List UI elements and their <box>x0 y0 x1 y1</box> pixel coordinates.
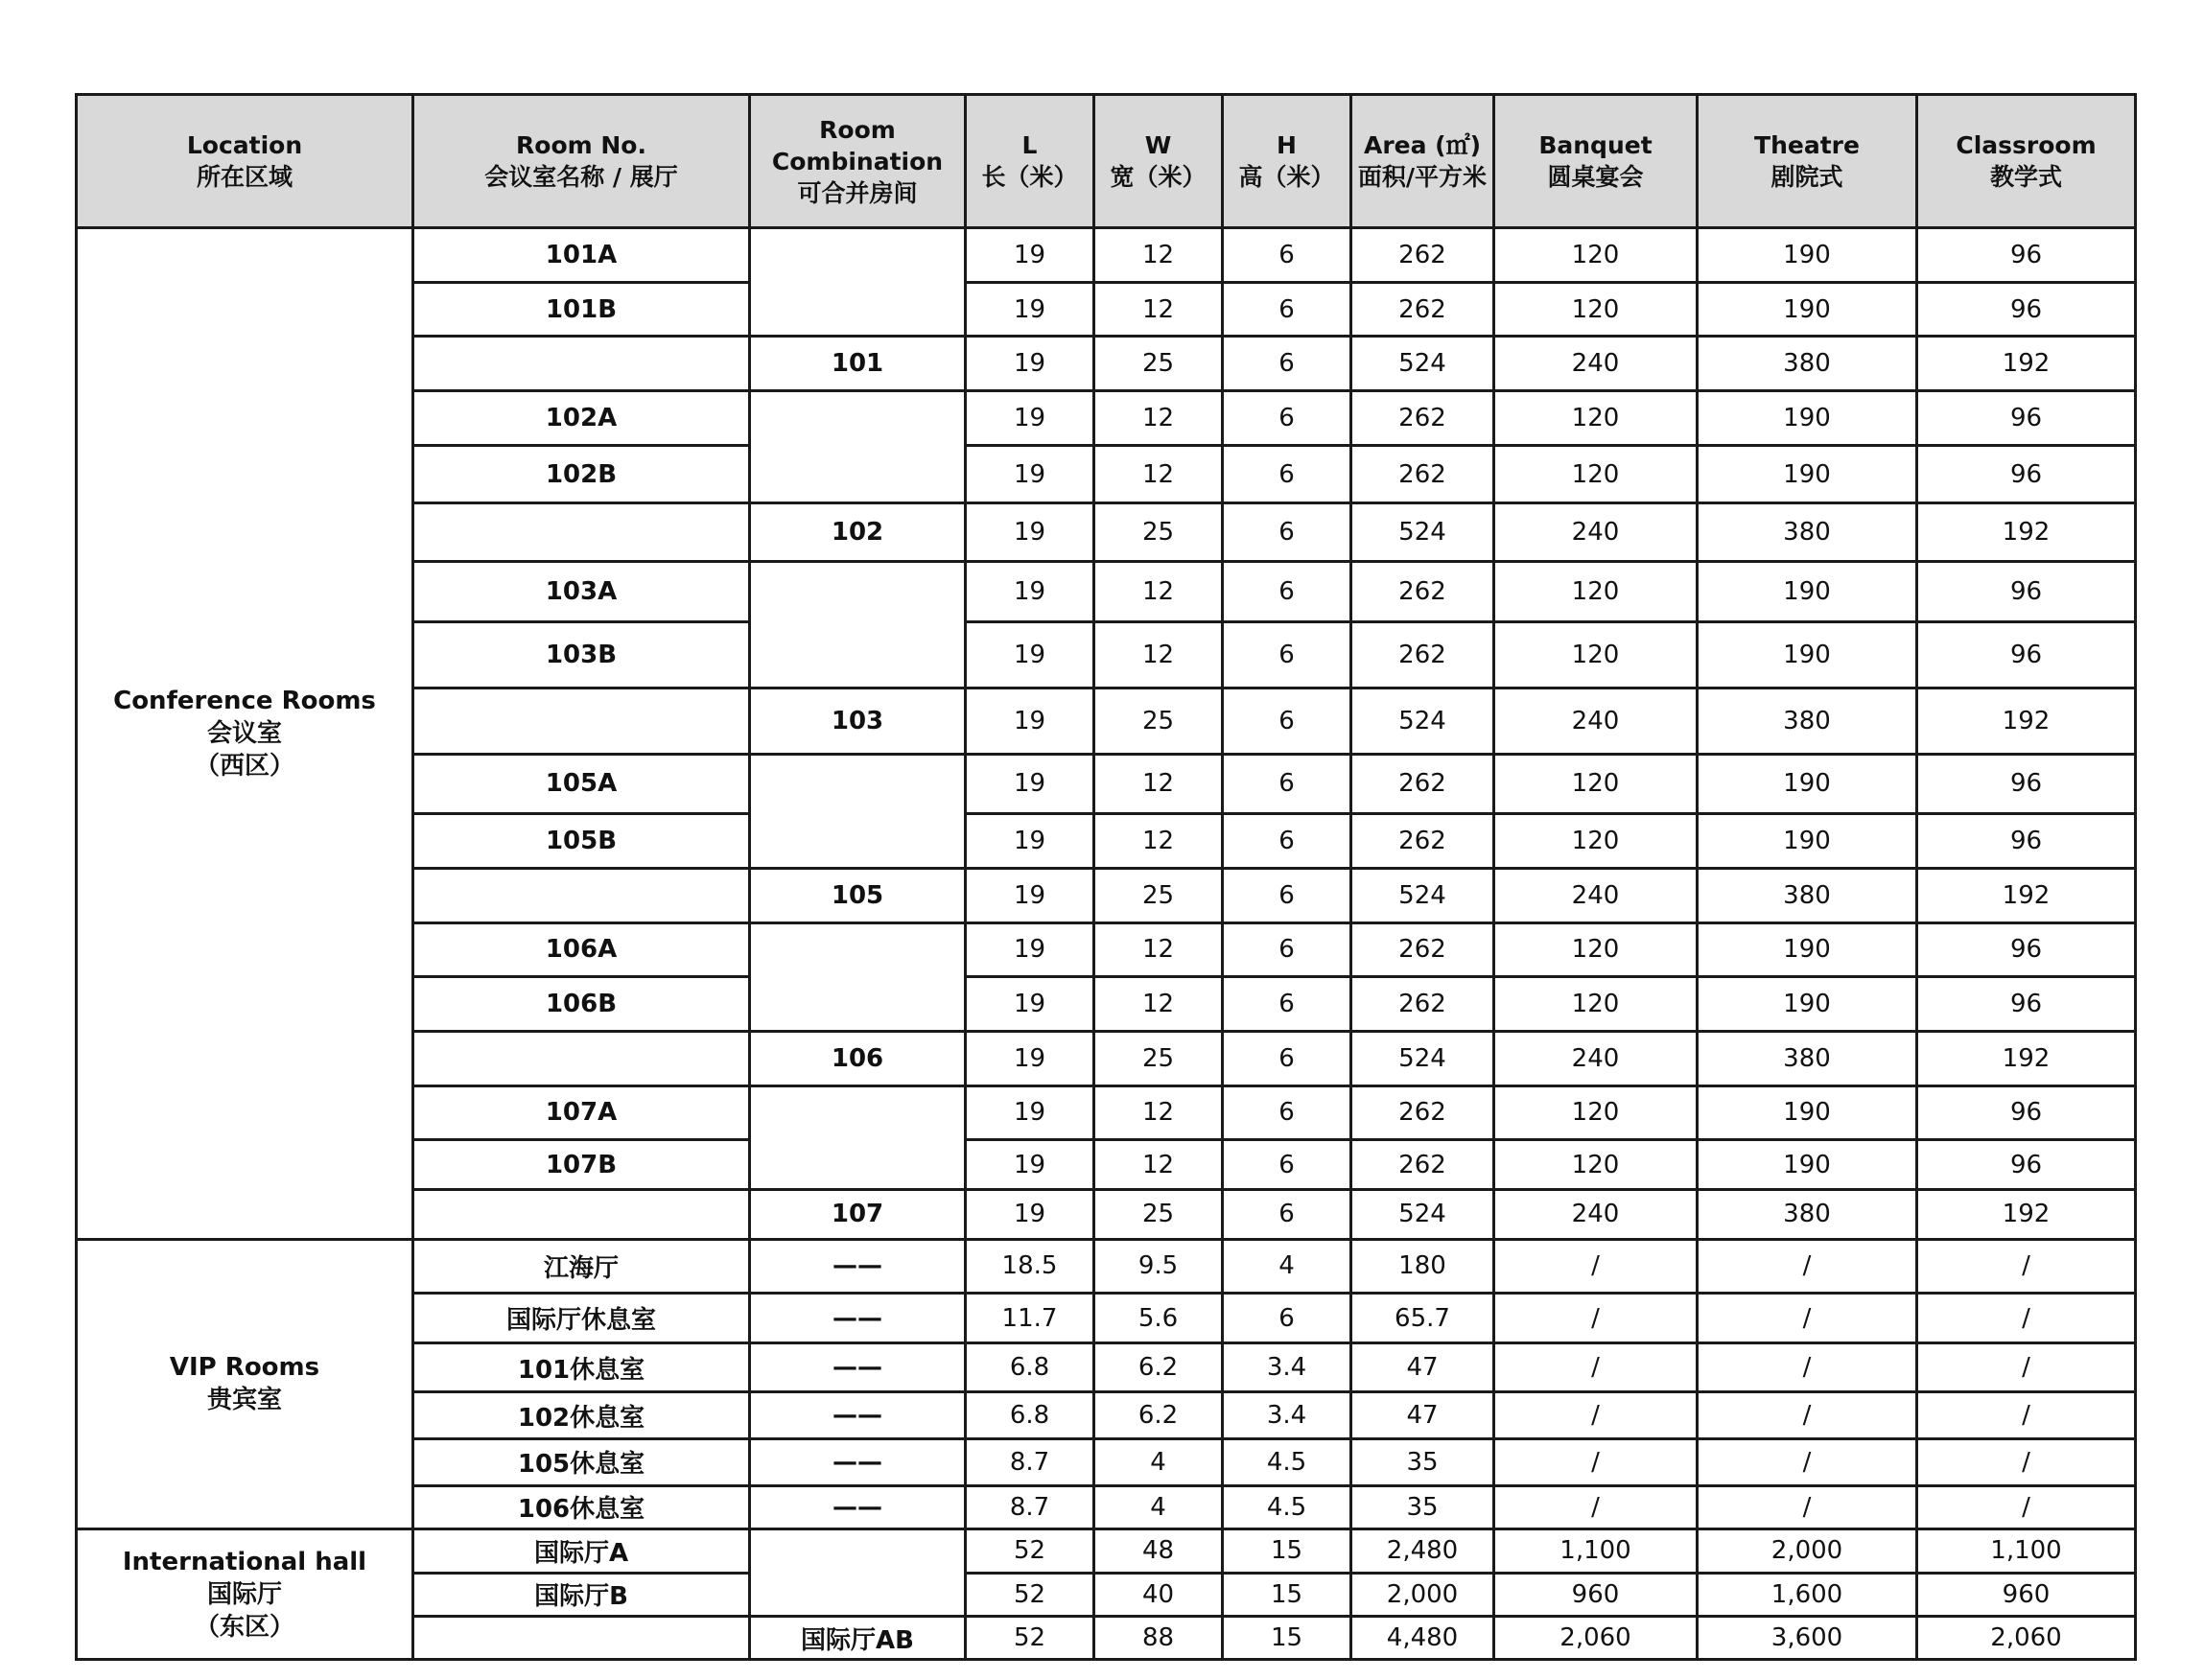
header-room-no: Room No. 会议室名称 / 展厅 <box>413 95 750 228</box>
room-combination-cell: 106 <box>750 1031 966 1085</box>
classroom-cell: 192 <box>1917 688 2136 754</box>
width-cell: 25 <box>1094 337 1223 391</box>
room-no-cell <box>413 1031 750 1085</box>
banquet-cell: 120 <box>1494 391 1698 446</box>
length-cell: 19 <box>966 282 1094 337</box>
area-cell: 524 <box>1351 688 1494 754</box>
area-cell: 524 <box>1351 337 1494 391</box>
room-no-cell <box>413 1617 750 1660</box>
room-combination-cell <box>750 1085 966 1189</box>
classroom-cell: 2,060 <box>1917 1617 2136 1660</box>
classroom-cell: 1,100 <box>1917 1529 2136 1574</box>
area-cell: 35 <box>1351 1485 1494 1529</box>
room-no-cell: 江海厅 <box>413 1239 750 1294</box>
location-cell <box>77 1529 413 1660</box>
length-cell: 19 <box>966 391 1094 446</box>
room-combination-cell <box>750 922 966 1031</box>
length-cell: 52 <box>966 1529 1094 1574</box>
height-cell: 15 <box>1223 1573 1351 1617</box>
area-cell: 65.7 <box>1351 1294 1494 1343</box>
length-cell: 19 <box>966 1085 1094 1140</box>
area-cell: 262 <box>1351 977 1494 1032</box>
height-cell: 6 <box>1223 754 1351 814</box>
area-cell: 262 <box>1351 228 1494 283</box>
classroom-cell: / <box>1917 1239 2136 1294</box>
room-no-cell: 103B <box>413 621 750 688</box>
theatre-cell: 190 <box>1698 391 1917 446</box>
banquet-cell: 120 <box>1494 282 1698 337</box>
theatre-cell: 380 <box>1698 868 1917 922</box>
classroom-cell: / <box>1917 1439 2136 1486</box>
classroom-cell: 96 <box>1917 621 2136 688</box>
banquet-cell: / <box>1494 1485 1698 1529</box>
height-cell: 6 <box>1223 1294 1351 1343</box>
location-cn: 国际厅 <box>206 1579 282 1609</box>
location-cn: 会议室 <box>206 718 282 748</box>
area-cell: 262 <box>1351 1085 1494 1140</box>
theatre-cell: / <box>1698 1392 1917 1439</box>
width-cell: 6.2 <box>1094 1342 1223 1392</box>
area-cell: 2,000 <box>1351 1573 1494 1617</box>
banquet-cell: 120 <box>1494 1140 1698 1190</box>
room-no-cell: 101B <box>413 282 750 337</box>
height-cell: 6 <box>1223 445 1351 503</box>
room-no-cell: 102A <box>413 391 750 446</box>
area-cell: 524 <box>1351 1189 1494 1239</box>
height-cell: 6 <box>1223 621 1351 688</box>
room-no-cell: 国际厅休息室 <box>413 1294 750 1343</box>
room-no-cell <box>413 688 750 754</box>
classroom-cell: 96 <box>1917 814 2136 869</box>
width-cell: 6.2 <box>1094 1392 1223 1439</box>
room-no-cell <box>413 337 750 391</box>
theatre-cell: 190 <box>1698 228 1917 283</box>
banquet-cell: 240 <box>1494 868 1698 922</box>
width-cell: 25 <box>1094 1189 1223 1239</box>
area-cell: 262 <box>1351 1140 1494 1190</box>
theatre-cell: 190 <box>1698 282 1917 337</box>
classroom-cell: 96 <box>1917 391 2136 446</box>
height-cell: 3.4 <box>1223 1392 1351 1439</box>
width-cell: 12 <box>1094 977 1223 1032</box>
header-width: W 宽（米） <box>1094 95 1223 228</box>
height-cell: 6 <box>1223 868 1351 922</box>
classroom-cell: / <box>1917 1294 2136 1343</box>
width-cell: 4 <box>1094 1439 1223 1486</box>
banquet-cell: / <box>1494 1239 1698 1294</box>
theatre-cell: 3,600 <box>1698 1617 1917 1660</box>
length-cell: 8.7 <box>966 1439 1094 1486</box>
classroom-cell: 96 <box>1917 445 2136 503</box>
room-no-cell: 国际厅A <box>413 1529 750 1574</box>
banquet-cell: 1,100 <box>1494 1529 1698 1574</box>
room-combination-cell <box>750 391 966 503</box>
length-cell: 19 <box>966 1189 1094 1239</box>
table-row <box>77 1529 2136 1574</box>
length-cell: 19 <box>966 1140 1094 1190</box>
banquet-cell: 240 <box>1494 688 1698 754</box>
theatre-cell: 190 <box>1698 814 1917 869</box>
location-area: （西区） <box>194 751 294 781</box>
room-no-cell: 107A <box>413 1085 750 1140</box>
banquet-cell: 120 <box>1494 621 1698 688</box>
width-cell: 25 <box>1094 868 1223 922</box>
banquet-cell: 240 <box>1494 1189 1698 1239</box>
height-cell: 6 <box>1223 922 1351 977</box>
room-combination-cell: 国际厅AB <box>750 1617 966 1660</box>
height-cell: 6 <box>1223 228 1351 283</box>
height-cell: 3.4 <box>1223 1342 1351 1392</box>
height-cell: 4 <box>1223 1239 1351 1294</box>
area-cell: 262 <box>1351 282 1494 337</box>
room-combination-cell: 105 <box>750 868 966 922</box>
height-cell: 6 <box>1223 814 1351 869</box>
classroom-cell: 96 <box>1917 922 2136 977</box>
classroom-cell: / <box>1917 1342 2136 1392</box>
header-height: H 高（米） <box>1223 95 1351 228</box>
header-area: Area (㎡) 面积/平方米 <box>1351 95 1494 228</box>
classroom-cell: 96 <box>1917 562 2136 622</box>
room-no-cell: 106A <box>413 922 750 977</box>
area-cell: 47 <box>1351 1342 1494 1392</box>
area-cell: 262 <box>1351 621 1494 688</box>
location-area: （东区） <box>194 1612 294 1642</box>
location-en: Conference Rooms <box>113 686 376 715</box>
length-cell: 11.7 <box>966 1294 1094 1343</box>
area-cell: 262 <box>1351 814 1494 869</box>
room-combination-cell: 103 <box>750 688 966 754</box>
width-cell: 40 <box>1094 1573 1223 1617</box>
theatre-cell: 190 <box>1698 621 1917 688</box>
theatre-cell: 2,000 <box>1698 1529 1917 1574</box>
room-combination-cell: —— <box>750 1439 966 1486</box>
width-cell: 12 <box>1094 282 1223 337</box>
length-cell: 19 <box>966 868 1094 922</box>
banquet-cell: 120 <box>1494 228 1698 283</box>
location-en: VIP Rooms <box>169 1353 320 1383</box>
width-cell: 48 <box>1094 1529 1223 1574</box>
area-cell: 4,480 <box>1351 1617 1494 1660</box>
length-cell: 19 <box>966 977 1094 1032</box>
height-cell: 4.5 <box>1223 1485 1351 1529</box>
table-row <box>77 1239 2136 1294</box>
banquet-cell: / <box>1494 1392 1698 1439</box>
length-cell: 19 <box>966 503 1094 562</box>
height-cell: 15 <box>1223 1529 1351 1574</box>
room-combination-cell: 102 <box>750 503 966 562</box>
height-cell: 4.5 <box>1223 1439 1351 1486</box>
width-cell: 25 <box>1094 1031 1223 1085</box>
classroom-cell: / <box>1917 1392 2136 1439</box>
area-cell: 2,480 <box>1351 1529 1494 1574</box>
classroom-cell: 192 <box>1917 868 2136 922</box>
classroom-cell: 96 <box>1917 282 2136 337</box>
banquet-cell: 120 <box>1494 977 1698 1032</box>
theatre-cell: / <box>1698 1342 1917 1392</box>
width-cell: 12 <box>1094 1085 1223 1140</box>
area-cell: 524 <box>1351 503 1494 562</box>
area-cell: 262 <box>1351 445 1494 503</box>
length-cell: 52 <box>966 1573 1094 1617</box>
area-cell: 262 <box>1351 562 1494 622</box>
width-cell: 4 <box>1094 1485 1223 1529</box>
height-cell: 6 <box>1223 1085 1351 1140</box>
room-combination-cell: —— <box>750 1342 966 1392</box>
room-no-cell: 107B <box>413 1140 750 1190</box>
area-cell: 524 <box>1351 1031 1494 1085</box>
theatre-cell: / <box>1698 1439 1917 1486</box>
width-cell: 12 <box>1094 621 1223 688</box>
room-no-cell <box>413 1189 750 1239</box>
classroom-cell: 96 <box>1917 754 2136 814</box>
theatre-cell: 380 <box>1698 688 1917 754</box>
length-cell: 6.8 <box>966 1392 1094 1439</box>
length-cell: 19 <box>966 754 1094 814</box>
banquet-cell: 120 <box>1494 922 1698 977</box>
height-cell: 6 <box>1223 1189 1351 1239</box>
banquet-cell: 960 <box>1494 1573 1698 1617</box>
height-cell: 6 <box>1223 562 1351 622</box>
room-capacity-sheet <box>75 93 2134 1661</box>
width-cell: 12 <box>1094 754 1223 814</box>
classroom-cell: 960 <box>1917 1573 2136 1617</box>
width-cell: 12 <box>1094 1140 1223 1190</box>
room-combination-cell: —— <box>750 1392 966 1439</box>
banquet-cell: 120 <box>1494 814 1698 869</box>
room-no-cell: 102休息室 <box>413 1392 750 1439</box>
classroom-cell: 192 <box>1917 337 2136 391</box>
width-cell: 25 <box>1094 688 1223 754</box>
table-header-row <box>77 95 2136 228</box>
room-combination-cell <box>750 1529 966 1617</box>
room-no-cell: 101休息室 <box>413 1342 750 1392</box>
area-cell: 180 <box>1351 1239 1494 1294</box>
area-cell: 524 <box>1351 868 1494 922</box>
location-cn: 贵宾室 <box>206 1386 282 1415</box>
banquet-cell: / <box>1494 1342 1698 1392</box>
length-cell: 52 <box>966 1617 1094 1660</box>
theatre-cell: 380 <box>1698 1189 1917 1239</box>
length-cell: 19 <box>966 1031 1094 1085</box>
room-capacity-table <box>75 93 2137 1661</box>
header-banquet: Banquet 圆桌宴会 <box>1494 95 1698 228</box>
length-cell: 19 <box>966 228 1094 283</box>
banquet-cell: 240 <box>1494 503 1698 562</box>
location-en: International hall <box>122 1547 367 1576</box>
width-cell: 12 <box>1094 922 1223 977</box>
room-no-cell <box>413 503 750 562</box>
theatre-cell: 380 <box>1698 337 1917 391</box>
room-no-cell: 105B <box>413 814 750 869</box>
room-combination-cell <box>750 562 966 688</box>
banquet-cell: 120 <box>1494 1085 1698 1140</box>
theatre-cell: 190 <box>1698 754 1917 814</box>
classroom-cell: 192 <box>1917 1031 2136 1085</box>
width-cell: 9.5 <box>1094 1239 1223 1294</box>
header-classroom: Classroom 教学式 <box>1917 95 2136 228</box>
classroom-cell: 192 <box>1917 1189 2136 1239</box>
room-no-cell: 106B <box>413 977 750 1032</box>
area-cell: 262 <box>1351 754 1494 814</box>
location-cell <box>77 1239 413 1529</box>
room-combination-cell: 107 <box>750 1189 966 1239</box>
theatre-cell: 190 <box>1698 1085 1917 1140</box>
room-no-cell: 101A <box>413 228 750 283</box>
classroom-cell: 96 <box>1917 1085 2136 1140</box>
theatre-cell: / <box>1698 1485 1917 1529</box>
banquet-cell: / <box>1494 1439 1698 1486</box>
classroom-cell: 96 <box>1917 977 2136 1032</box>
room-no-cell: 102B <box>413 445 750 503</box>
room-combination-cell <box>750 754 966 868</box>
width-cell: 12 <box>1094 391 1223 446</box>
banquet-cell: 120 <box>1494 754 1698 814</box>
width-cell: 12 <box>1094 228 1223 283</box>
header-length: L 长（米） <box>966 95 1094 228</box>
area-cell: 35 <box>1351 1439 1494 1486</box>
table-body <box>77 228 2136 1660</box>
theatre-cell: 190 <box>1698 922 1917 977</box>
theatre-cell: 190 <box>1698 562 1917 622</box>
room-no-cell: 105A <box>413 754 750 814</box>
height-cell: 6 <box>1223 1031 1351 1085</box>
classroom-cell: 192 <box>1917 503 2136 562</box>
table-row <box>77 228 2136 283</box>
header-theatre: Theatre 剧院式 <box>1698 95 1917 228</box>
room-no-cell <box>413 868 750 922</box>
room-combination-cell: —— <box>750 1485 966 1529</box>
room-no-cell: 国际厅B <box>413 1573 750 1617</box>
classroom-cell: 96 <box>1917 228 2136 283</box>
length-cell: 18.5 <box>966 1239 1094 1294</box>
room-no-cell: 105休息室 <box>413 1439 750 1486</box>
banquet-cell: 240 <box>1494 1031 1698 1085</box>
theatre-cell: 190 <box>1698 445 1917 503</box>
theatre-cell: 190 <box>1698 977 1917 1032</box>
length-cell: 19 <box>966 562 1094 622</box>
height-cell: 6 <box>1223 503 1351 562</box>
height-cell: 6 <box>1223 977 1351 1032</box>
room-no-cell: 103A <box>413 562 750 622</box>
area-cell: 47 <box>1351 1392 1494 1439</box>
theatre-cell: 190 <box>1698 1140 1917 1190</box>
theatre-cell: 380 <box>1698 1031 1917 1085</box>
length-cell: 6.8 <box>966 1342 1094 1392</box>
theatre-cell: / <box>1698 1239 1917 1294</box>
height-cell: 6 <box>1223 337 1351 391</box>
height-cell: 6 <box>1223 282 1351 337</box>
banquet-cell: 120 <box>1494 445 1698 503</box>
banquet-cell: / <box>1494 1294 1698 1343</box>
theatre-cell: 380 <box>1698 503 1917 562</box>
length-cell: 19 <box>966 337 1094 391</box>
banquet-cell: 120 <box>1494 562 1698 622</box>
room-no-cell: 106休息室 <box>413 1485 750 1529</box>
classroom-cell: / <box>1917 1485 2136 1529</box>
width-cell: 88 <box>1094 1617 1223 1660</box>
room-combination-cell: —— <box>750 1239 966 1294</box>
height-cell: 15 <box>1223 1617 1351 1660</box>
width-cell: 5.6 <box>1094 1294 1223 1343</box>
room-combination-cell: —— <box>750 1294 966 1343</box>
length-cell: 19 <box>966 814 1094 869</box>
area-cell: 262 <box>1351 391 1494 446</box>
length-cell: 8.7 <box>966 1485 1094 1529</box>
classroom-cell: 96 <box>1917 1140 2136 1190</box>
header-location: Location 所在区域 <box>77 95 413 228</box>
length-cell: 19 <box>966 445 1094 503</box>
banquet-cell: 2,060 <box>1494 1617 1698 1660</box>
theatre-cell: 1,600 <box>1698 1573 1917 1617</box>
theatre-cell: / <box>1698 1294 1917 1343</box>
height-cell: 6 <box>1223 391 1351 446</box>
width-cell: 12 <box>1094 814 1223 869</box>
header-room-combination: Room Combination 可合并房间 <box>750 95 966 228</box>
length-cell: 19 <box>966 922 1094 977</box>
length-cell: 19 <box>966 621 1094 688</box>
width-cell: 25 <box>1094 503 1223 562</box>
banquet-cell: 240 <box>1494 337 1698 391</box>
width-cell: 12 <box>1094 445 1223 503</box>
area-cell: 262 <box>1351 922 1494 977</box>
room-combination-cell: 101 <box>750 337 966 391</box>
location-cell <box>77 228 413 1240</box>
room-combination-cell <box>750 228 966 337</box>
length-cell: 19 <box>966 688 1094 754</box>
height-cell: 6 <box>1223 688 1351 754</box>
width-cell: 12 <box>1094 562 1223 622</box>
height-cell: 6 <box>1223 1140 1351 1190</box>
